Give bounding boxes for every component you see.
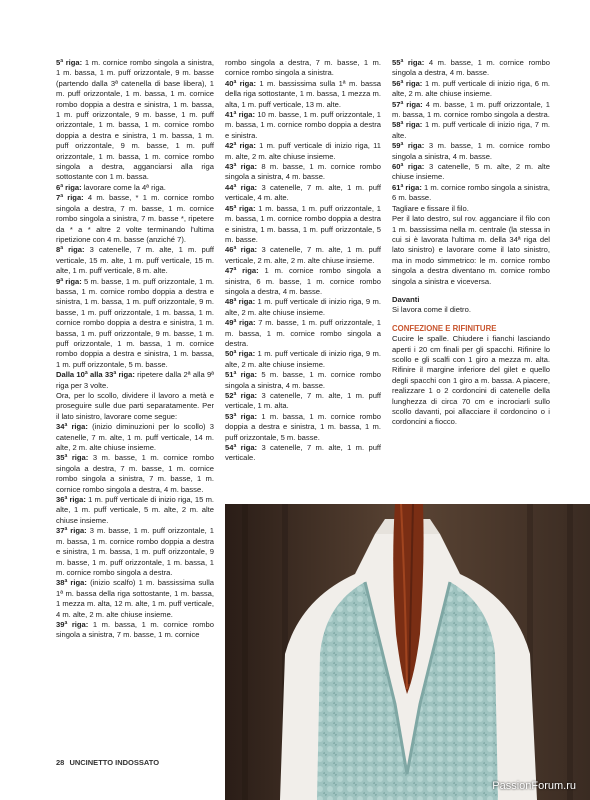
row-text: Tagliare e fissare il filo. bbox=[392, 203, 469, 213]
row-label: 61ª riga: bbox=[392, 182, 422, 192]
row-label: 58ª riga: bbox=[392, 120, 423, 130]
row-text: 1 m. bassa, 1 m. cornice rombo doppia a destra e sinistra, 1 m. bassa, 1 m. puff orizzontale, 5 m. basse. bbox=[225, 411, 382, 442]
instruction-row bbox=[392, 183, 550, 204]
row-text: lavorare come la 4ª riga. bbox=[81, 182, 166, 192]
row-text: 1 m. bassa, 1 m. puff orizzontale, 1 m. bassa, 1 m. cornice rombo doppia a destra e sinistra, 1 m. bassa, 1 m. puff orizzontale, 5 m. basse. bbox=[225, 203, 382, 244]
instruction-row bbox=[225, 58, 381, 79]
row-label: 47ª riga: bbox=[225, 266, 259, 276]
row-text: 10 m. basse, 1 m. puff orizzontale, 1 m. bassa, 1 m. cornice rombo doppia a destra e sinistra. bbox=[225, 110, 381, 140]
model-photo bbox=[225, 504, 590, 800]
instruction-row bbox=[225, 391, 381, 412]
instruction-row bbox=[225, 412, 381, 443]
row-label: 6ª riga: bbox=[56, 182, 82, 192]
row-text: ripetere dalla 2ª alla 9ª riga per 3 volte. bbox=[56, 370, 214, 390]
magazine-name: UNCINETTO INDOSSATO bbox=[69, 758, 160, 767]
row-text: 1 m. bassa, 1 m. cornice rombo singola a sinistra, 7 m. basse, 1 m. cornice bbox=[56, 619, 215, 640]
instruction-row bbox=[225, 349, 381, 370]
row-text: 3 m. basse, 1 m. cornice rombo singola a destra, 7 m. basse, 1 m. cornice rombo singola a sinistra, 7 m. basse, 1 m. cornice rombo singola a destra, 4 m. basse. bbox=[56, 453, 215, 494]
row-label: 35ª riga: bbox=[56, 453, 89, 463]
row-label: 55ª riga: bbox=[392, 58, 425, 67]
instruction-row bbox=[225, 141, 381, 162]
row-label: 8ª riga: bbox=[56, 245, 85, 255]
confezione-heading: CONFEZIONE E RIFINITURE bbox=[392, 323, 497, 333]
instruction-row bbox=[225, 318, 381, 349]
row-text: Per il lato destro, sul rov. agganciare il filo con 1 m. bassissima nella m. centrale (la stessa in cui si è lavorata l'ultima m. della 34ª riga del lato sinistro) e lavorare come il lato sinistro, ma in modo simmetrico: le m. cornice rombo singola a destra diventano m. cornice rombo singola a sinistra e viceversa. bbox=[392, 214, 550, 286]
row-text: 1 m. cornice rombo singola a sinistra, 6 m. basse, 1 m. cornice rombo singola a destra, 4 m. basse. bbox=[225, 266, 382, 296]
instruction-row bbox=[56, 370, 214, 391]
row-label: 39ª riga: bbox=[56, 619, 89, 629]
row-text: 3 catenelle, 7 m. alte, 1 m. puff verticale, 15 m. alte, 1 m. puff verticale, 15 m. alte, 1 m. puff verticale, 8 m. alte. bbox=[56, 245, 214, 276]
instruction-row bbox=[56, 391, 214, 422]
instruction-row bbox=[56, 183, 214, 193]
row-text: (inizio scalfo) 1 m. bassissima sulla 1ª m. bassa della riga sottostante, 1 m. bassa, 1 mezza m. alta, 12 m. alte, 1 m. puff verticale, 4 m. alte, 2 m. alte chiuse insieme. bbox=[56, 578, 214, 619]
instruction-row bbox=[392, 204, 550, 214]
row-text: 1 m. puff verticale di inizio riga, 9 m. alte, 2 m. alte chiuse insieme. bbox=[225, 297, 381, 317]
row-label: 49ª riga: bbox=[225, 318, 256, 328]
instruction-row bbox=[225, 183, 381, 204]
row-text: 5 m. basse, 1 m. cornice rombo singola a sinistra, 4 m. basse. bbox=[225, 370, 382, 390]
row-text: 1 m. puff verticale di inizio riga, 9 m. alte, 2 m. alte chiuse insieme. bbox=[225, 349, 381, 369]
confezione-text: Cucire le spalle. Chiudere i fianchi lasciando aperti i 20 cm finali per gli spacchi. Rifinire lo scollo e gli scalfi con 1 giro a mezza m. alta. Rifinire il margine inferiore del gilet e quello degli spacchi con 1 giro a m. bassa. A piacere, realizzare 1 o 2 cordoncini di catenelle della lunghezza di circa 70 cm e incrociarli sullo scollo davanti, poi allacciare il cordoncino o i cordoncini a fiocco. bbox=[392, 334, 550, 427]
instruction-row bbox=[56, 453, 214, 495]
row-label: 43ª riga: bbox=[225, 162, 258, 172]
instruction-row bbox=[392, 120, 550, 141]
instruction-row bbox=[56, 193, 214, 245]
instruction-row bbox=[225, 443, 381, 464]
instruction-row bbox=[56, 620, 214, 641]
instruction-row bbox=[392, 79, 550, 100]
instruction-row bbox=[225, 266, 381, 297]
row-label: 44ª riga: bbox=[225, 182, 258, 192]
text-column-1 bbox=[56, 58, 214, 641]
instruction-row bbox=[392, 162, 550, 183]
row-label: 50ª riga: bbox=[225, 349, 256, 359]
davanti-heading: Davanti bbox=[392, 294, 420, 304]
watermark-text: PassionForum.ru bbox=[492, 780, 576, 792]
row-text: (inizio diminuzioni per lo scollo) 3 catenelle, 7 m. alte, 1 m. puff verticale, 14 m. alte, 2 m. alte chiuse insieme. bbox=[56, 422, 214, 453]
row-label: 36ª riga: bbox=[56, 495, 86, 505]
instruction-row bbox=[225, 245, 381, 266]
instruction-row bbox=[392, 141, 550, 162]
row-text: 3 m. basse, 1 m. cornice rombo singola a sinistra, 4 m. basse. bbox=[392, 141, 551, 161]
row-text: 1 m. puff verticale di inizio riga, 7 m. alte. bbox=[392, 120, 550, 140]
instruction-row bbox=[56, 422, 214, 453]
instruction-row bbox=[225, 204, 381, 246]
row-text: Ora, per lo scollo, dividere il lavoro a metà e proseguire sulle due parti separatamente. Per il lato sinistro, lavorare come segue: bbox=[56, 391, 214, 421]
row-label: 41ª riga: bbox=[225, 110, 256, 120]
row-label: 51ª riga: bbox=[225, 370, 258, 380]
row-label: 9ª riga: bbox=[56, 276, 82, 286]
row-label: 59ª riga: bbox=[392, 141, 425, 151]
row-text: 3 catenelle, 7 m. alte, 1 m. puff verticale, 2 m. alte, 2 m. alte chiuse insieme. bbox=[225, 245, 381, 265]
text-column-2 bbox=[225, 58, 381, 464]
row-label: 60ª riga: bbox=[392, 162, 425, 172]
text-column-3 bbox=[392, 58, 550, 428]
row-text: 5 m. basse, 1 m. puff orizzontale, 1 m. bassa, 1 m. cornice rombo doppia a destra e sinistra, 1 m. bassa, 1 m. puff orizzontale, 9 m. basse, 1 m. puff orizzontale, 1 m. bassa, 1 m. cornice rombo doppia a destra e sinistra, 1 m. bassa, 1 m. puff orizzontale, 9 m. basse, 1 m. puff orizzontale, 1 m. bassa, 1 m. cornice rombo doppia a destra e sinistra, 1 m. bassa, 1 m. puff orizzontale, 5 m. basse. bbox=[56, 276, 214, 369]
page-footer bbox=[56, 758, 159, 767]
instruction-row bbox=[56, 495, 214, 526]
instruction-row bbox=[225, 79, 381, 110]
row-label: 37ª riga: bbox=[56, 526, 87, 536]
row-text: 3 catenelle, 7 m. alte, 1 m. puff verticale, 1 m. alta. bbox=[225, 391, 381, 411]
row-label: 5ª riga: bbox=[56, 58, 83, 67]
row-label: 48ª riga: bbox=[225, 297, 256, 307]
row-text: 4 m. basse, 1 m. cornice rombo singola a destra, 4 m. basse. bbox=[392, 58, 551, 78]
row-label: 56ª riga: bbox=[392, 78, 423, 88]
page-number: 28 bbox=[56, 758, 65, 767]
instruction-row bbox=[56, 58, 214, 183]
row-label: Dalla 10ª alla 33ª riga: bbox=[56, 370, 135, 380]
instruction-row bbox=[392, 58, 550, 79]
row-text: 1 m. bassissima sulla 1ª m. bassa della riga sottostante, 1 m. bassa, 1 mezza m. alta, 1 m. puff verticale, 13 m. alte. bbox=[225, 78, 381, 109]
row-text: 7 m. basse, 1 m. puff orizzontale, 1 m. bassa, 1 m. cornice rombo singola a destra. bbox=[225, 318, 382, 348]
row-text: 3 catenelle, 5 m. alte, 2 m. alte chiuse insieme. bbox=[392, 162, 550, 182]
row-text: 3 catenelle, 7 m. alte, 1 m. puff verticale. bbox=[225, 443, 381, 463]
davanti-text: Si lavora come il dietro. bbox=[392, 305, 471, 315]
row-text: 4 m. basse, 1 m. puff orizzontale, 1 m. bassa, 1 m. cornice rombo singola a destra. bbox=[392, 99, 550, 120]
row-text: 8 m. basse, 1 m. cornice rombo singola a sinistra, 4 m. basse. bbox=[225, 162, 382, 182]
instruction-row bbox=[225, 110, 381, 141]
row-text: 3 m. basse, 1 m. puff orizzontale, 1 m. bassa, 1 m. cornice rombo doppia a destra e sinistra, 1 m. bassa, 1 m. puff orizzontale, 9 m. basse, 1 m. puff orizzontale, 1 m. bassa, 1 m. cornice rombo singola a destra. bbox=[56, 526, 214, 577]
row-text: 1 m. cornice rombo singola a sinistra, 6 m. basse. bbox=[392, 182, 550, 203]
row-text: rombo singola a destra, 7 m. basse, 1 m. cornice rombo singola a sinistra. bbox=[225, 58, 381, 78]
row-label: 53ª riga: bbox=[225, 411, 258, 421]
row-text: 4 m. basse, * 1 m. cornice rombo singola a destra, 7 m. basse, 1 m. cornice rombo singola a sinistra, 7 m. basse *, ripetere da * a * altre 2 volte terminando l'ultima ripetizione con 4 m. basse (anziché 7). bbox=[56, 193, 214, 244]
instruction-row bbox=[392, 214, 550, 287]
instruction-row bbox=[225, 162, 381, 183]
row-label: 45ª riga: bbox=[225, 203, 256, 213]
row-label: 38ª riga: bbox=[56, 578, 87, 588]
row-label: 54ª riga: bbox=[225, 443, 258, 453]
instruction-row bbox=[392, 100, 550, 121]
row-label: 34ª riga: bbox=[56, 422, 88, 432]
row-label: 52ª riga: bbox=[225, 391, 258, 400]
instruction-row bbox=[56, 526, 214, 578]
row-text: 1 m. puff verticale di inizio riga, 6 m. alte, 2 m. alte chiuse insieme. bbox=[392, 78, 550, 99]
row-text: 1 m. puff verticale di inizio riga, 15 m. alte, 1 m. puff verticale, 5 m. alte, 2 m. alte chiuse insieme. bbox=[56, 495, 215, 525]
row-text: 3 catenelle, 7 m. alte, 1 m. puff verticale, 4 m. alte. bbox=[225, 182, 381, 203]
row-label: 7ª riga: bbox=[56, 193, 84, 203]
row-text: 1 m. cornice rombo singola a sinistra, 1 m. bassa, 1 m. puff orizzontale, 9 m. basse (partendo dalla 3ª catenella di base libera), 1 m. puff orizzontale, 1 m. bassa, 1 m. cornice rombo doppia a destra e sinistra, 1 m. bassa, 1 m. puff orizzontale, 9 m. basse, 1 m. puff orizzontale, 1 m. bassa, 1 m. cornice rombo doppia a destra e sinistra, 1 m. bassa, 1 m. puff orizzontale, 9 m. basse, 1 m. puff orizzontale, 1 m. bassa, 1 m. cornice rombo singola a destra, agganciarsi alla riga sottostante con 1 m. bassa. bbox=[56, 58, 214, 182]
instruction-row bbox=[225, 297, 381, 318]
instruction-row bbox=[56, 277, 214, 371]
instruction-row bbox=[225, 370, 381, 391]
row-label: 57ª riga: bbox=[392, 99, 423, 109]
row-text: 1 m. puff verticale di inizio riga, 11 m. alte, 2 m. alte chiuse insieme. bbox=[225, 141, 381, 161]
row-label: 40ª riga: bbox=[225, 78, 257, 88]
row-label: 42ª riga: bbox=[225, 141, 256, 151]
instruction-row bbox=[56, 245, 214, 276]
row-label: 46ª riga: bbox=[225, 245, 258, 255]
instruction-row bbox=[56, 578, 214, 620]
photo-illustration bbox=[225, 504, 590, 800]
